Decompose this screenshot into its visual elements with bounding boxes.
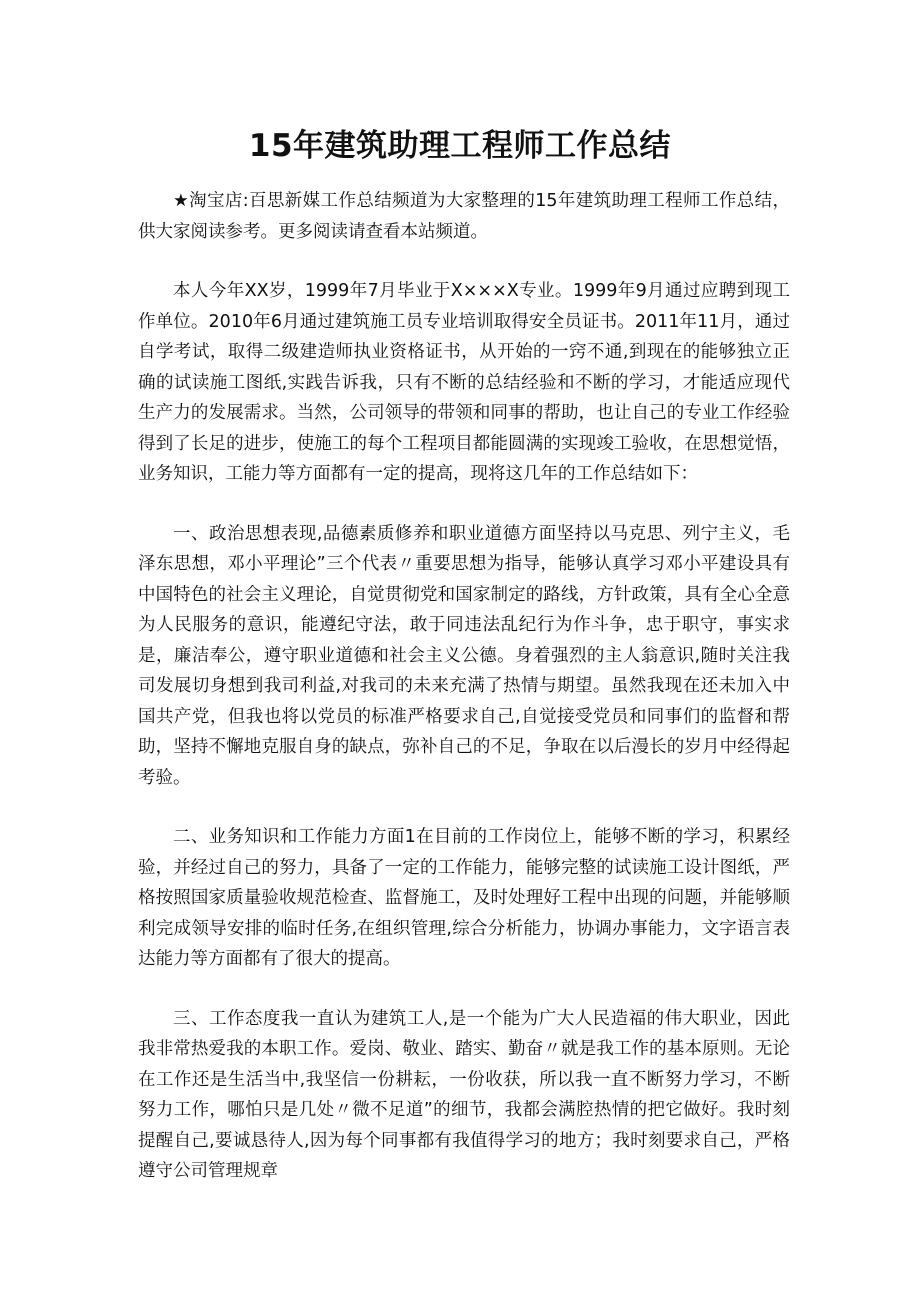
- document-body: [138, 186, 790, 1216]
- section-political-paragraph: 一、政治思想表现,品德素质修养和职业道德方面坚持以马克思、列宁主义，毛泽东思想，邓小平理论”三个代表〃重要思想为指导，能够认真学习邓小平建设具有中国特色的社会主义理论，自觉贯彻党和国家制定的路线，方针政策，具有全心全意为人民服务的意识，能遵纪守法，敢于同违法乱纪行为作斗争，忠于职守，事实求是，廉洁奉公，遵守职业道德和社会主义公德。身着强烈的主人翁意识,随时关注我司发展切身想到我司利益,对我司的未来充满了热情与期望。虽然我现在还未加入中国共产党，但我也将以党员的标准严格要求自己,自觉接受党员和同事们的监督和帮助，坚持不懈地克服自身的缺点，弥补自己的不足，争取在以后漫长的岁月中经得起考验。: [138, 523, 790, 788]
- intro-paragraph: ★淘宝店:百思新媒工作总结频道为大家整理的15年建筑助理工程师工作总结，供大家阅读参考。更多阅读请查看本站频道。: [138, 191, 790, 242]
- background-paragraph: 本人今年XX岁，1999年7月毕业于X×××X专业。1999年9月通过应聘到现工作单位。2010年6月通过建筑施工员专业培训取得安全员证书。2011年11月，通过自学考试，取得二级建造师执业资格证书，从开始的一窍不通,到现在的能够独立正确的试读施工图纸,实践告诉我，只有不断的总结经验和不断的学习，才能适应现代生产力的发展需求。当然，公司领导的带领和同事的帮助，也让自己的专业工作经验得到了长足的进步，使施工的每个工程项目都能圆满的实现竣工验收，在思想觉悟，业务知识，工能力等方面都有一定的提高，现将这几年的工作总结如下：: [138, 281, 790, 484]
- section-attitude-paragraph: 三、工作态度我一直认为建筑工人,是一个能为广大人民造福的伟大职业，因此我非常热爱我的本职工作。爱岗、敬业、踏实、勤奋〃就是我工作的基本原则。无论在工作还是生活当中,我坚信一份耕耘，一份收获，所以我一直不断努力学习，不断努力工作，哪怕只是几处〃微不足道”的细节，我都会满腔热情的把它做好。我时刻提醒自己,要诚恳待人,因为每个同事都有我值得学习的地方；我时刻要求自己，严格遵守公司管理规章: [138, 1008, 790, 1181]
- section-ability-paragraph: 二、业务知识和工作能力方面1在目前的工作岗位上，能够不断的学习，积累经验，并经过自己的努力，具备了一定的工作能力，能够完整的试读施工设计图纸，严格按照国家质量验收规范检查、监督施工，及时处理好工程中出现的问题，并能够顺利完成领导安排的临时任务,在组织管理,综合分析能力，协调办事能力，文字语言表达能力等方面都有了很大的提高。: [138, 827, 790, 969]
- page-title: 15年建筑助理工程师工作总结: [248, 128, 672, 164]
